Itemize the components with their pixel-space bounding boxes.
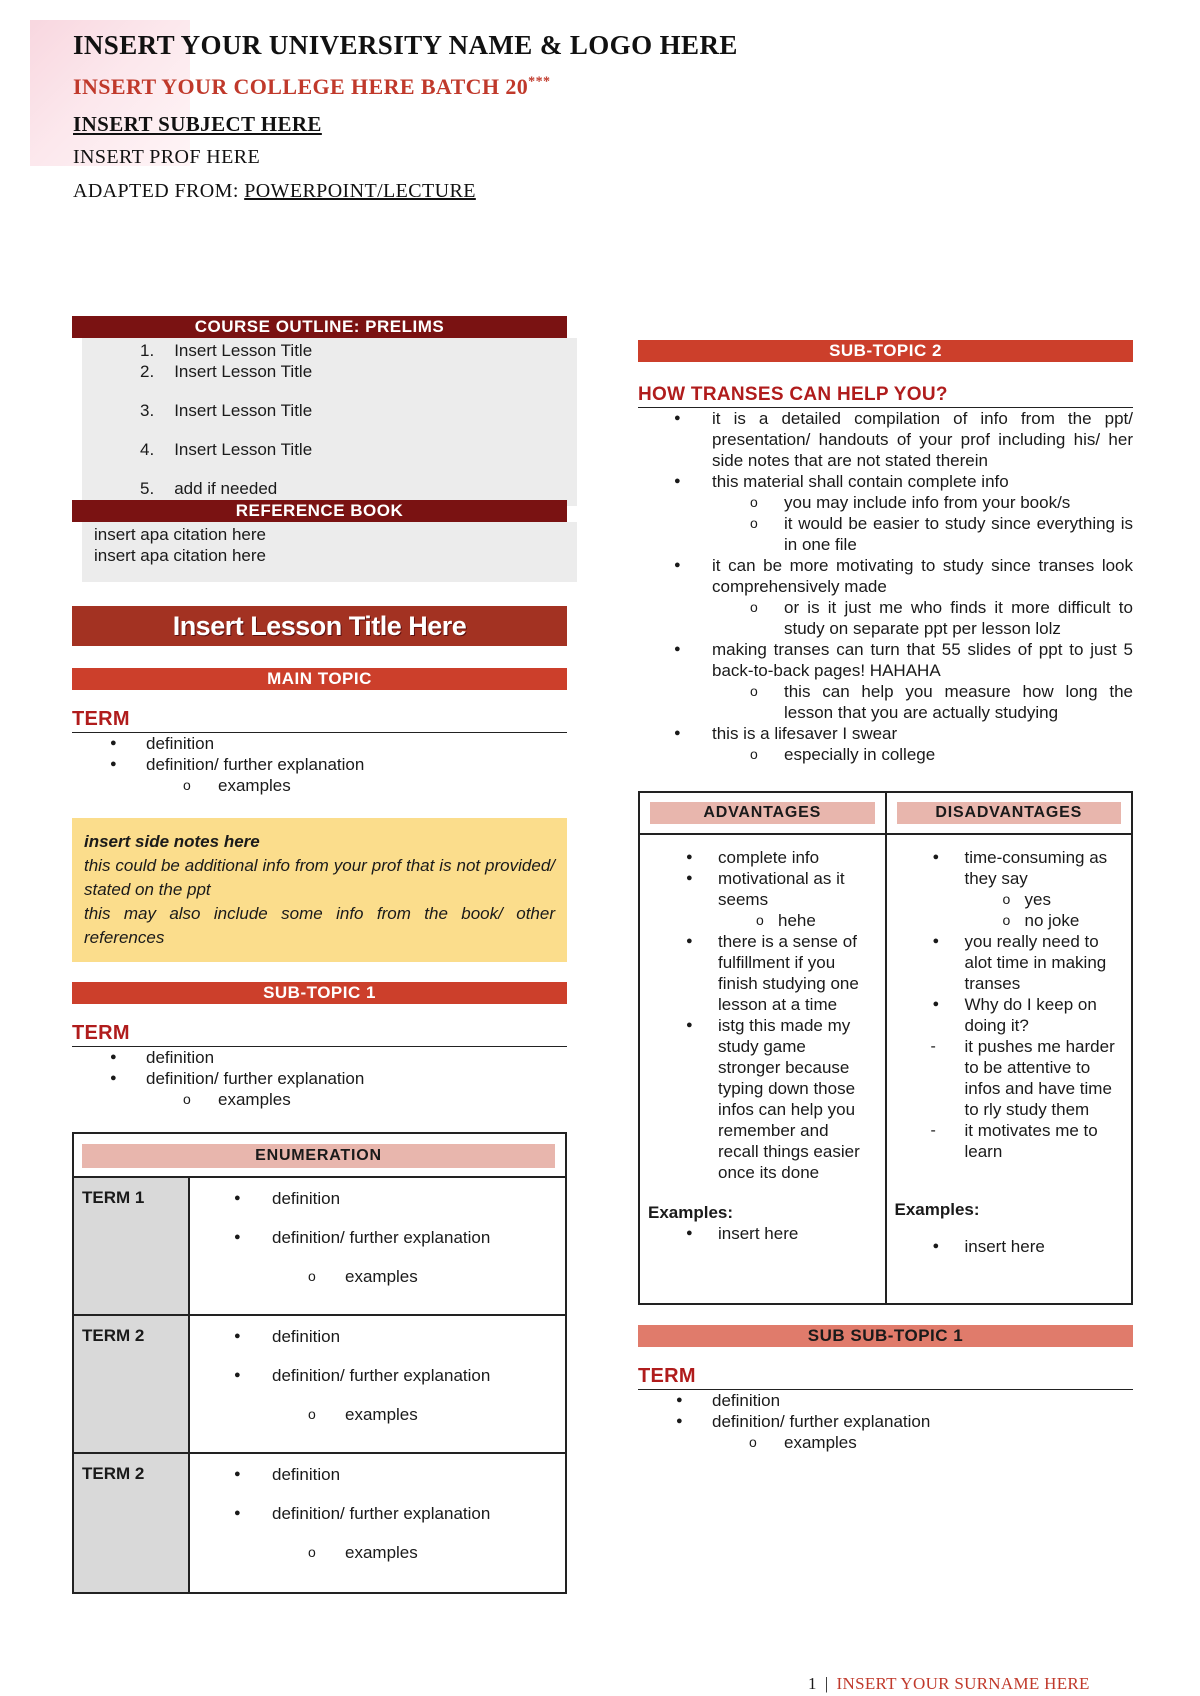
list-item: - it pushes me harder to be attentive to infos and have time to rly study them bbox=[895, 1036, 1120, 1120]
list-subitem: o you may include info from your book/s bbox=[638, 492, 1133, 513]
list-item: ● definition bbox=[72, 1047, 567, 1068]
enumeration-row bbox=[74, 1316, 565, 1454]
outline-text: Insert Lesson Title bbox=[174, 362, 313, 381]
page-footer bbox=[808, 1674, 1090, 1694]
college-batch bbox=[73, 74, 550, 100]
outline-num: 2. bbox=[140, 362, 155, 381]
page-number: 1 bbox=[808, 1674, 817, 1693]
list-subitem: o no joke bbox=[895, 910, 1120, 931]
lesson-title-banner: Insert Lesson Title Here bbox=[72, 606, 567, 646]
outline-num: 5. bbox=[140, 479, 155, 498]
enumeration-row bbox=[74, 1454, 565, 1592]
enumeration-body bbox=[190, 1178, 565, 1314]
surname: INSERT YOUR SURNAME HERE bbox=[836, 1674, 1090, 1693]
list-item: ● definition bbox=[190, 1188, 565, 1209]
list-item: ● this material shall contain complete info bbox=[638, 471, 1133, 492]
outline-text: add if needed bbox=[174, 479, 278, 498]
enumeration-body bbox=[190, 1316, 565, 1452]
right-column bbox=[638, 340, 1133, 1453]
course-outline-box bbox=[82, 338, 577, 506]
examples-label: Examples: bbox=[894, 1200, 980, 1219]
subtopic1-list bbox=[72, 1047, 567, 1110]
list-item: ● making transes can turn that 55 slides of ppt to just 5 back-to-back pages! HAHAHA bbox=[638, 639, 1133, 681]
list-item: - it motivates me to learn bbox=[895, 1120, 1120, 1162]
list-item: ● definition/ further explanation bbox=[190, 1365, 565, 1386]
enumeration-body bbox=[190, 1454, 565, 1592]
list-item: ● there is a sense of fulfillment if you finish studying one lesson at a time bbox=[648, 931, 873, 1015]
list-subitem: o examples bbox=[190, 1542, 565, 1563]
reference-box bbox=[82, 522, 577, 582]
adapted-source: POWERPOINT/LECTURE bbox=[244, 180, 476, 202]
list-item: ● definition/ further explanation bbox=[190, 1503, 565, 1524]
side-notes-line: this may also include some info from the book/ other references bbox=[84, 904, 555, 947]
subject: INSERT SUBJECT HERE bbox=[73, 112, 322, 136]
term-heading: TERM bbox=[72, 1022, 567, 1047]
outline-num: 4. bbox=[140, 440, 155, 459]
list-item: ● definition bbox=[190, 1464, 565, 1485]
course-outline-header: COURSE OUTLINE: PRELIMS bbox=[72, 316, 567, 338]
side-notes-title: insert side notes here bbox=[84, 832, 260, 851]
outline-num: 1. bbox=[140, 341, 155, 360]
subtopic1-header: SUB-TOPIC 1 bbox=[72, 982, 567, 1004]
list-item: ● complete info bbox=[648, 847, 873, 868]
list-item: ● it is a detailed compilation of info from the ppt/ presentation/ handouts of your prof including his/ her side notes that are not stated therein bbox=[638, 408, 1133, 471]
college-text: INSERT YOUR COLLEGE HERE BATCH 20 bbox=[73, 74, 529, 99]
disadvantages-title: DISADVANTAGES bbox=[897, 802, 1122, 824]
batch-sup: *** bbox=[528, 74, 551, 90]
adapted-from bbox=[73, 180, 476, 203]
outline-item bbox=[140, 340, 577, 361]
subsubtopic1-list bbox=[638, 1390, 1133, 1453]
outline-text: Insert Lesson Title bbox=[174, 401, 313, 420]
list-subitem: o this can help you measure how long the lesson that you are actually studying bbox=[638, 681, 1133, 723]
subsubtopic1-header: SUB SUB-TOPIC 1 bbox=[638, 1325, 1133, 1347]
reference-book-header: REFERENCE BOOK bbox=[72, 500, 567, 522]
list-item: ● it can be more motivating to study since transes look comprehensively made bbox=[638, 555, 1133, 597]
list-item: ● definition/ further explanation bbox=[638, 1411, 1133, 1432]
list-item: ● definition bbox=[72, 733, 567, 754]
list-subitem: o examples bbox=[190, 1266, 565, 1287]
side-notes-line: this could be additional info from your prof that is not provided/ stated on the ppt bbox=[84, 856, 555, 899]
course-outline-list bbox=[82, 338, 577, 509]
list-item: ● this is a lifesaver I swear bbox=[638, 723, 1133, 744]
enumeration-term: TERM 2 bbox=[74, 1316, 190, 1452]
list-item: ● time-consuming as they say bbox=[895, 847, 1120, 889]
question-heading: HOW TRANSES CAN HELP YOU? bbox=[638, 384, 1133, 408]
list-subitem: o yes bbox=[895, 889, 1120, 910]
list-item: ● definition/ further explanation bbox=[72, 754, 567, 775]
advantages-column bbox=[640, 793, 887, 1303]
list-item: ● definition/ further explanation bbox=[190, 1227, 565, 1248]
advantages-title: ADVANTAGES bbox=[650, 802, 875, 824]
enumeration-header bbox=[74, 1134, 565, 1178]
enumeration-term: TERM 1 bbox=[74, 1178, 190, 1314]
side-notes-box bbox=[72, 818, 567, 962]
list-item: ● Why do I keep on doing it? bbox=[895, 994, 1120, 1036]
list-item: ● definition bbox=[190, 1326, 565, 1347]
list-item: ● definition bbox=[638, 1390, 1133, 1411]
list-subitem: o hehe bbox=[648, 910, 873, 931]
outline-item bbox=[140, 361, 577, 382]
enumeration-table bbox=[72, 1132, 567, 1594]
main-topic-list bbox=[72, 733, 567, 796]
university-name: INSERT YOUR UNIVERSITY NAME & LOGO HERE bbox=[73, 30, 738, 60]
list-subitem: o especially in college bbox=[638, 744, 1133, 765]
list-subitem: o it would be easier to study since everything is in one file bbox=[638, 513, 1133, 555]
list-subitem: o examples bbox=[190, 1404, 565, 1425]
list-item: ● motivational as it seems bbox=[648, 868, 873, 910]
examples-label: Examples: bbox=[648, 1203, 734, 1222]
main-topic-header: MAIN TOPIC bbox=[72, 668, 567, 690]
list-item: ● definition/ further explanation bbox=[72, 1068, 567, 1089]
outline-num: 3. bbox=[140, 401, 155, 420]
outline-item bbox=[140, 439, 577, 460]
reference-line: insert apa citation here bbox=[94, 525, 266, 544]
list-item: ● insert here bbox=[648, 1223, 879, 1244]
outline-item bbox=[140, 478, 577, 499]
adapted-label: ADAPTED FROM: bbox=[73, 180, 239, 202]
outline-text: Insert Lesson Title bbox=[174, 440, 313, 459]
list-subitem: o examples bbox=[638, 1432, 1133, 1453]
list-item: ● you really need to alot time in making transes bbox=[895, 931, 1120, 994]
subtopic2-list bbox=[638, 408, 1133, 765]
list-subitem: o or is it just me who finds it more difficult to study on separate ppt per lesson lolz bbox=[638, 597, 1133, 639]
reference-line: insert apa citation here bbox=[94, 546, 266, 565]
list-subitem: o examples bbox=[72, 1089, 567, 1110]
enumeration-row bbox=[74, 1178, 565, 1316]
disadvantages-column bbox=[887, 793, 1132, 1303]
list-item: ● insert here bbox=[895, 1236, 1126, 1257]
pros-cons-table bbox=[638, 791, 1133, 1305]
term-heading: TERM bbox=[638, 1365, 1133, 1390]
left-column bbox=[72, 316, 567, 1594]
footer-separator: | bbox=[824, 1674, 829, 1693]
term-heading: TERM bbox=[72, 708, 567, 733]
list-item: ● istg this made my study game stronger because typing down those infos can help you remember and recall things easier once its done bbox=[648, 1015, 873, 1183]
enumeration-title: ENUMERATION bbox=[82, 1144, 555, 1168]
enumeration-term: TERM 2 bbox=[74, 1454, 190, 1592]
professor: INSERT PROF HERE bbox=[73, 146, 261, 168]
subtopic2-header: SUB-TOPIC 2 bbox=[638, 340, 1133, 362]
list-subitem: o examples bbox=[72, 775, 567, 796]
outline-text: Insert Lesson Title bbox=[174, 341, 313, 360]
outline-item bbox=[140, 400, 577, 421]
